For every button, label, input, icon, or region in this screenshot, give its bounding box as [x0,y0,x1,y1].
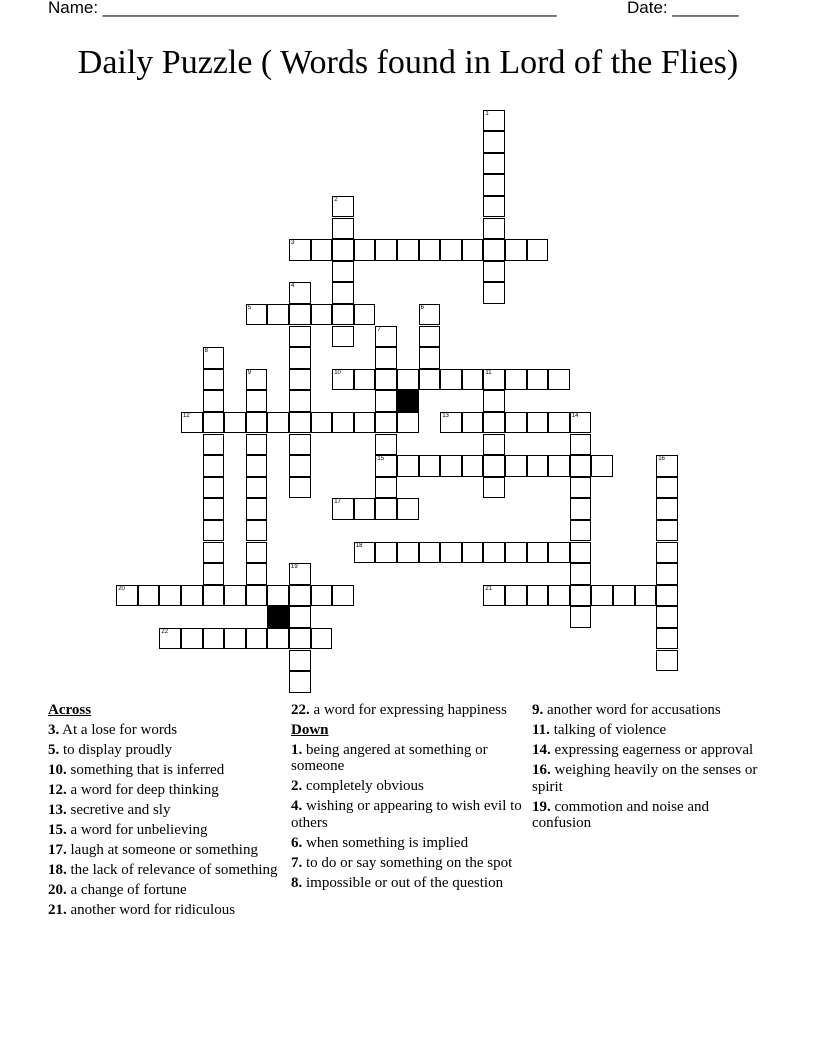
grid-cell-5[interactable] [246,304,268,326]
clue-text: completely obvious [302,778,424,794]
grid-cell[interactable] [267,304,289,326]
grid-cell[interactable] [462,369,484,391]
grid-cell[interactable] [289,304,311,326]
clue-number-label: 3. [48,721,60,738]
clue-number-label: 7. [291,854,303,871]
grid-cell[interactable] [656,542,678,564]
grid-cell[interactable] [462,412,484,434]
clue-item [48,762,280,779]
grid-cell[interactable] [397,239,419,261]
grid-cell[interactable] [635,585,657,607]
grid-cell-13[interactable] [440,412,462,434]
grid-cell[interactable] [419,347,441,369]
grid-cell-14[interactable] [570,412,592,434]
clue-item [291,855,523,872]
grid-cell[interactable] [570,585,592,607]
grid-cell[interactable] [138,585,160,607]
grid-cell[interactable] [311,304,333,326]
grid-cell[interactable] [419,239,441,261]
clue-text: when something is implied [302,834,469,851]
clue-text: weighing heavily on the senses or spirit [532,762,758,795]
grid-cell[interactable] [311,239,333,261]
clue-item [48,742,280,759]
grid-cell-21[interactable] [483,585,505,607]
grid-cell[interactable] [656,628,678,650]
clue-text: impossible or out of the question [302,874,504,891]
grid-cell[interactable] [246,498,268,520]
clue-number: 7 [377,326,381,333]
grid-cell[interactable] [462,239,484,261]
grid-cell[interactable] [267,585,289,607]
grid-cell[interactable] [267,412,289,434]
grid-cell[interactable] [289,412,311,434]
clue-text: wishing or appearing to wish evil to others [291,798,522,831]
grid-cell[interactable] [246,628,268,650]
grid-cell[interactable] [483,196,505,218]
grid-cell[interactable] [375,434,397,456]
grid-cell[interactable] [289,585,311,607]
grid-cell[interactable] [246,520,268,542]
grid-cell[interactable] [203,542,225,564]
clue-number-label: 14. [532,742,551,758]
grid-cell[interactable] [527,542,549,564]
grid-cell[interactable] [527,412,549,434]
clue-number-label: 17. [48,841,67,858]
clue-text: to display proudly [59,741,173,758]
grid-cell[interactable] [656,563,678,585]
grid-cell[interactable] [332,412,354,434]
grid-cell[interactable] [397,369,419,391]
grid-cell-2[interactable] [332,196,354,218]
grid-cell[interactable] [570,434,592,456]
grid-cell[interactable] [375,412,397,434]
clue-item [291,835,523,852]
grid-cell[interactable] [246,563,268,585]
clue-item [291,702,523,719]
grid-cell[interactable] [613,585,635,607]
grid-cell[interactable] [505,369,527,391]
clue-text: At a lose for words [59,721,178,738]
grid-cell[interactable] [289,650,311,672]
grid-cell-22[interactable] [159,628,181,650]
grid-cell[interactable] [419,326,441,348]
clue-item [48,882,280,899]
grid-cell[interactable] [570,498,592,520]
clue-number-label: 4. [291,798,303,814]
clue-number: 20 [118,585,125,592]
grid-cell[interactable] [224,628,246,650]
grid-cell[interactable] [419,369,441,391]
clue-number-label: 22. [291,702,310,718]
grid-cell[interactable] [203,585,225,607]
grid-cell[interactable] [570,477,592,499]
clue-text: commotion and noise and confusion [532,798,710,831]
clue-number: 2 [334,196,338,203]
clue-number-label: 9. [532,702,544,718]
clue-text: a change of fortune [66,881,187,898]
grid-cell[interactable] [332,282,354,304]
clue-text: something that is inferred [66,761,225,778]
grid-cell[interactable] [570,563,592,585]
grid-cell[interactable] [483,477,505,499]
grid-cell[interactable] [656,520,678,542]
grid-cell[interactable] [527,585,549,607]
clue-column-1 [48,702,280,922]
grid-cell[interactable] [289,628,311,650]
clue-item [532,702,764,719]
grid-cell[interactable] [440,239,462,261]
clue-item [48,822,280,839]
grid-cell[interactable] [483,282,505,304]
grid-cell[interactable] [548,412,570,434]
clue-text: laugh at someone or something [66,841,258,858]
grid-cell[interactable] [289,434,311,456]
grid-cell[interactable] [397,498,419,520]
grid-cell[interactable] [548,542,570,564]
grid-cell[interactable] [375,347,397,369]
black-square [397,390,419,412]
grid-cell[interactable] [505,239,527,261]
grid-cell[interactable] [181,628,203,650]
clue-number-label: 15. [48,821,67,838]
grid-cell[interactable] [483,153,505,175]
grid-cell[interactable] [181,585,203,607]
grid-cell[interactable] [332,304,354,326]
grid-cell-11[interactable] [483,369,505,391]
grid-cell[interactable] [440,542,462,564]
grid-cell[interactable] [656,606,678,628]
grid-cell[interactable] [203,390,225,412]
grid-cell[interactable] [548,585,570,607]
clue-number-label: 20. [48,881,67,898]
grid-cell[interactable] [375,239,397,261]
grid-cell[interactable] [462,542,484,564]
grid-cell[interactable] [483,218,505,240]
grid-cell[interactable] [505,455,527,477]
grid-cell[interactable] [483,434,505,456]
grid-cell[interactable] [527,455,549,477]
clue-number: 18 [355,542,363,549]
clue-text: a word for deep thinking [66,781,219,798]
grid-cell-17[interactable] [332,498,354,520]
grid-cell[interactable] [397,455,419,477]
grid-cell[interactable] [311,585,333,607]
grid-cell[interactable] [289,606,311,628]
grid-cell[interactable] [570,606,592,628]
grid-cell[interactable] [375,542,397,564]
grid-cell[interactable] [656,585,678,607]
grid-cell[interactable] [354,239,376,261]
grid-cell[interactable] [224,585,246,607]
grid-cell-19[interactable] [289,563,311,585]
clue-number: 9 [247,369,252,376]
clue-number: 13 [442,412,449,419]
clue-number-label: 6. [291,834,303,851]
clue-item [48,802,280,819]
grid-cell[interactable] [375,498,397,520]
grid-cell[interactable] [246,434,268,456]
grid-cell[interactable] [570,520,592,542]
grid-cell[interactable] [311,628,333,650]
clue-number: 22 [161,628,169,635]
clue-item [48,722,280,739]
clue-item [291,798,523,831]
grid-cell[interactable] [419,542,441,564]
grid-cell[interactable] [289,390,311,412]
grid-cell-7[interactable] [375,326,397,348]
clue-item [48,862,280,879]
grid-cell[interactable] [527,369,549,391]
grid-cell[interactable] [354,412,376,434]
grid-cell[interactable] [203,455,225,477]
grid-cell[interactable] [483,239,505,261]
grid-cell[interactable] [332,239,354,261]
grid-cell[interactable] [289,369,311,391]
puzzle-title: Daily Puzzle ( Words found in Lord of the Flies) [77,44,739,81]
clue-text: another word for ridiculous [66,901,236,918]
name-field: Name: ________________________________________________ [48,0,557,17]
clue-number-label: 10. [48,761,67,778]
grid-cell[interactable] [159,585,181,607]
clue-number: 16 [658,456,665,463]
grid-cell[interactable] [203,434,225,456]
clue-text: a word for unbelieving [66,821,208,838]
clue-item [532,799,764,832]
clue-text: expressing eagerness or approval [550,742,754,758]
grid-cell[interactable] [246,477,268,499]
grid-cell[interactable] [656,650,678,672]
clue-number-label: 8. [291,874,303,891]
grid-cell[interactable] [354,304,376,326]
grid-cell-16[interactable] [656,455,678,477]
clue-item [291,778,523,795]
clue-item [291,742,523,775]
grid-cell[interactable] [548,455,570,477]
grid-cell[interactable] [483,455,505,477]
date-field: Date: _______ [627,0,739,17]
grid-cell[interactable] [203,369,225,391]
grid-cell[interactable] [246,542,268,564]
clue-item [532,762,764,795]
clue-number: 19 [291,564,298,571]
grid-cell-20[interactable] [116,585,138,607]
clue-number: 6 [420,304,424,311]
clue-number: 17 [334,499,341,506]
grid-cell[interactable] [246,390,268,412]
clue-text: another word for accusations [543,702,721,718]
grid-cell-4[interactable] [289,282,311,304]
clue-number: 8 [204,348,208,355]
grid-cell[interactable] [591,455,613,477]
clue-number: 21 [485,585,493,592]
grid-cell[interactable] [419,455,441,477]
grid-cell[interactable] [332,261,354,283]
clue-number: 5 [247,304,252,311]
clue-number: 15 [377,456,385,463]
clue-number-label: 11. [532,722,550,738]
clue-number-label: 2. [291,778,303,794]
grid-cell[interactable] [246,412,268,434]
grid-cell[interactable] [203,477,225,499]
grid-cell[interactable] [203,563,225,585]
grid-cell[interactable] [397,542,419,564]
grid-cell[interactable] [656,498,678,520]
grid-cell[interactable] [570,542,592,564]
grid-cell[interactable] [246,455,268,477]
grid-cell[interactable] [289,455,311,477]
grid-cell[interactable] [483,174,505,196]
grid-cell[interactable] [570,455,592,477]
grid-cell[interactable] [332,585,354,607]
grid-cell[interactable] [505,585,527,607]
clue-item [532,722,764,739]
grid-cell[interactable] [224,412,246,434]
clue-number: 14 [571,412,579,419]
clue-text: a word for expressing happiness [309,702,507,718]
clue-item [48,842,280,859]
grid-cell[interactable] [483,542,505,564]
clue-number: 3 [291,240,295,247]
grid-cell[interactable] [311,412,333,434]
grid-cell[interactable] [505,412,527,434]
grid-cell-6[interactable] [419,304,441,326]
grid-cell[interactable] [203,498,225,520]
grid-cell[interactable] [203,520,225,542]
clue-item [48,902,280,919]
grid-cell[interactable] [656,477,678,499]
grid-cell[interactable] [527,239,549,261]
grid-cell[interactable] [483,261,505,283]
grid-cell-18[interactable] [354,542,376,564]
grid-cell[interactable] [332,326,354,348]
grid-cell-1[interactable] [483,110,505,132]
clue-number-label: 18. [48,861,67,878]
grid-cell[interactable] [289,347,311,369]
clue-column-3 [532,702,764,835]
clue-text: being angered at something or someone [291,741,488,774]
clue-number-label: 13. [48,801,67,818]
clue-number-label: 5. [48,741,60,758]
clue-item [48,782,280,799]
clue-text: to do or say something on the spot [302,854,513,871]
grid-cell[interactable] [332,218,354,240]
black-square [267,606,289,628]
grid-cell[interactable] [354,369,376,391]
grid-cell-15[interactable] [375,455,397,477]
grid-cell[interactable] [483,412,505,434]
grid-cell[interactable] [289,671,311,693]
grid-cell-8[interactable] [203,347,225,369]
clue-text: talking of violence [549,722,667,738]
clue-number: 12 [183,412,190,419]
clue-number-label: 21. [48,901,67,918]
grid-cell[interactable] [483,390,505,412]
grid-cell-10[interactable] [332,369,354,391]
grid-cell[interactable] [440,369,462,391]
grid-cell-9[interactable] [246,369,268,391]
clue-item [532,742,764,759]
clue-number-label: 16. [532,762,551,778]
grid-cell[interactable] [397,412,419,434]
clue-item [291,875,523,892]
grid-cell[interactable] [548,369,570,391]
clue-number: 1 [485,110,489,117]
grid-cell[interactable] [483,131,505,153]
grid-cell[interactable] [505,542,527,564]
grid-cell[interactable] [375,477,397,499]
grid-cell[interactable] [375,369,397,391]
clue-number-label: 12. [48,781,67,798]
grid-cell[interactable] [591,585,613,607]
grid-cell[interactable] [203,412,225,434]
grid-cell-12[interactable] [181,412,203,434]
clue-number: 10 [334,369,341,376]
grid-cell[interactable] [354,498,376,520]
grid-cell[interactable] [246,585,268,607]
across-heading: Across [48,702,92,718]
grid-cell[interactable] [289,477,311,499]
grid-cell[interactable] [375,390,397,412]
clue-number-label: 1. [291,741,303,758]
grid-cell[interactable] [289,326,311,348]
clue-text: secretive and sly [66,801,171,818]
clue-column-2 [291,702,523,895]
clue-number: 11 [485,369,492,376]
grid-cell[interactable] [462,455,484,477]
clue-text: the lack of relevance of something [66,861,278,878]
grid-cell-3[interactable] [289,239,311,261]
clue-number-label: 19. [532,798,551,815]
grid-cell[interactable] [203,628,225,650]
down-heading: Down [291,722,329,738]
grid-cell[interactable] [440,455,462,477]
grid-cell[interactable] [267,628,289,650]
clue-number: 4 [291,283,295,290]
